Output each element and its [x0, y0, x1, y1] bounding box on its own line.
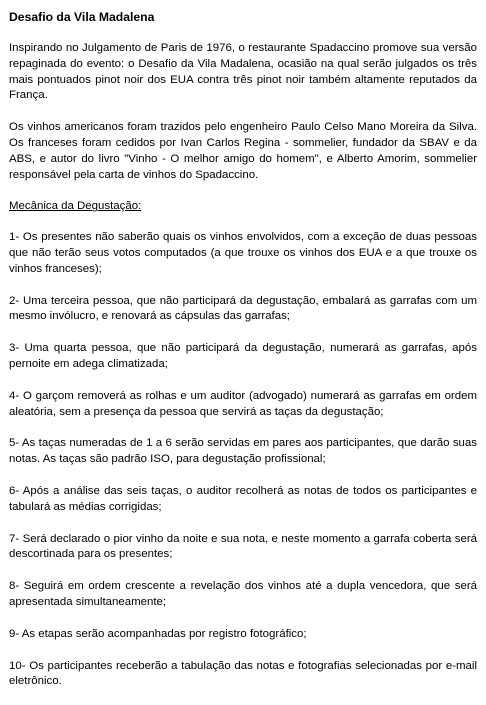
section-heading: Mecânica da Degustação:	[9, 200, 142, 213]
list-item: 8- Seguirá em ordem crescente a revelação dos vinhos até a dupla vencedora, que será apresentada simultaneamente;	[9, 580, 477, 608]
list-item: 6- Após a análise das seis taças, o auditor recolherá as notas de todos os participantes e tabulará as médias corrigidas;	[9, 484, 477, 513]
procedure-list	[9, 230, 477, 690]
list-item: 7- Será declarado o pior vinho da noite e sua nota, e neste momento a garrafa coberta será descortinada para os presentes;	[9, 532, 477, 561]
list-item: 10- Os participantes receberão a tabulação das notas e fotografias selecionadas por e-mail eletrônico.	[9, 659, 477, 688]
wines-origin-paragraph: Os vinhos americanos foram trazidos pelo engenheiro Paulo Celso Mano Moreira da Silva. Os franceses foram cedidos por Ivan Carlos Regina - sommelier, fundador da SBAV e da ABS, e autor do livro "Vinho - O melhor amigo do homem", e Alberto Amorim, sommelier responsável pela carta de vinhos do Spadaccino.	[9, 121, 477, 181]
list-item: 5- As taças numeradas de 1 a 6 serão servidas em pares aos participantes, que darão suas notas. As taças são padrão ISO, para degustação profissional;	[9, 437, 477, 466]
list-item: 4- O garçom removerá as rolhas e um auditor (advogado) numerará as garrafas em ordem aleatória, sem a presença da pessoa que servirá as taças da degustação;	[9, 389, 477, 418]
intro-paragraph: Inspirando no Julgamento de Paris de 1976, o restaurante Spadaccino promove sua versão repaginada do evento: o Desafio da Vila Madalena, ocasião na qual serão julgados os três mais pontuados pinot noir dos EUA contra três pinot noir também altamente reputados da França.	[9, 42, 477, 102]
list-item: 2- Uma terceira pessoa, que não participará da degustação, embalará as garrafas com um mesmo invólucro, e renovará as cápsulas das garrafas;	[9, 294, 477, 323]
list-item: 9- As etapas serão acompanhadas por registro fotográfico;	[9, 627, 307, 640]
document-title: Desafio da Vila Madalena	[9, 10, 155, 24]
list-item: 1- Os presentes não saberão quais os vinhos envolvidos, com a exceção de duas pessoas que não terão seus votos computados (a que trouxe os vinhos dos EUA e a que trouxe os vinhos franceses);	[9, 231, 477, 275]
list-item: 3- Uma quarta pessoa, que não participará da degustação, numerará as garrafas, após pernoite em adega climatizada;	[9, 342, 477, 370]
